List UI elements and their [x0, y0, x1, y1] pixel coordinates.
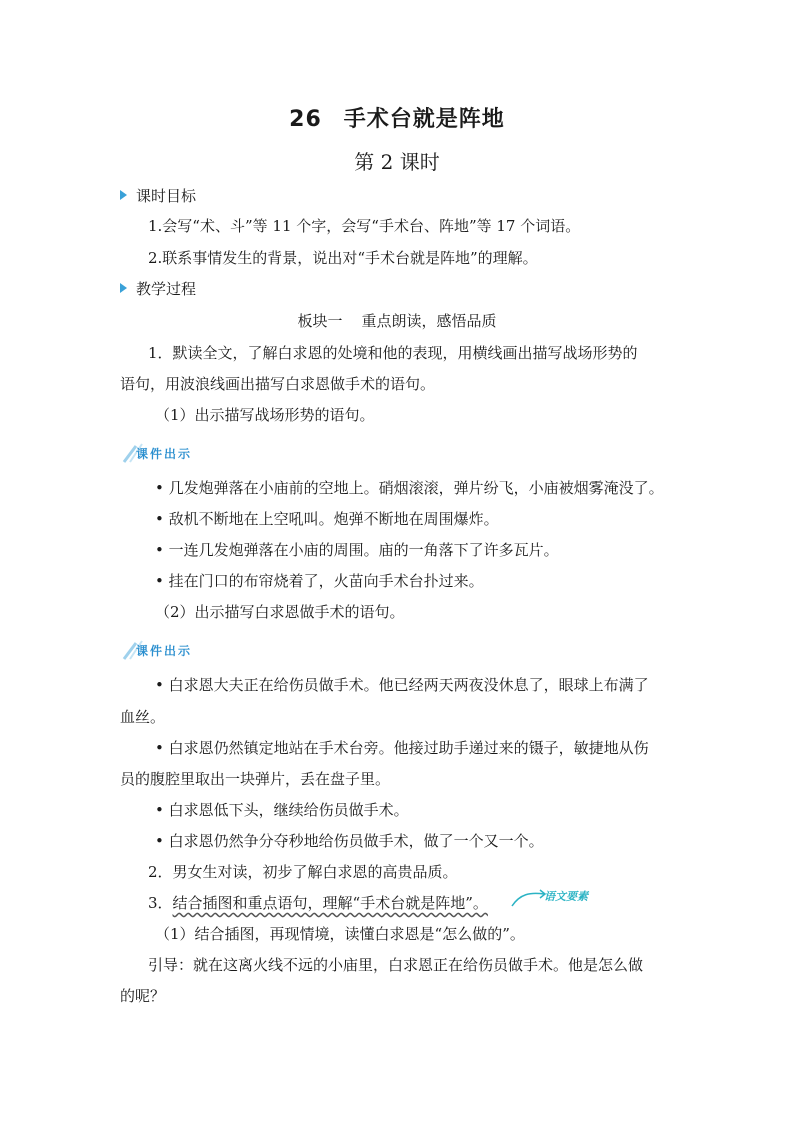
step3-line: 3．结合插图和重点语句，理解“手术台就是阵地”。 — [148, 894, 488, 912]
surgery-sentence: • 白求恩仍然镇定地站在手术台旁。他接过助手递过来的镊子，敏捷地从伤 — [155, 739, 649, 757]
triangle-bullet-icon — [120, 190, 127, 200]
battle-sentence: • 挂在门口的布帘烧着了，火苗向手术台扑过来。 — [155, 572, 484, 590]
sub-step: （1）出示描写战场形势的语句。 — [155, 406, 375, 424]
surgery-sentence: 员的腹腔里取出一块弹片，丢在盘子里。 — [120, 770, 391, 788]
courseware-tag: 课件出示 — [122, 440, 222, 464]
step1-line: 语句，用波浪线画出描写白求恩做手术的语句。 — [120, 375, 436, 393]
lesson-title: 26 手术台就是阵地 — [289, 107, 505, 132]
battle-sentence: • 几发炮弹落在小庙前的空地上。硝烟滚滚，弹片纷飞，小庙被烟雾淹没了。 — [155, 479, 664, 497]
objective-item: 2.联系事情发生的背景，说出对“手术台就是阵地”的理解。 — [148, 249, 538, 267]
sub-step: （2）出示描写白求恩做手术的语句。 — [155, 603, 405, 621]
sub-step: （1）结合插图，再现情境，读懂白求恩是“怎么做的”。 — [155, 925, 525, 943]
objective-item: 1.会写“术、斗”等 11 个字，会写“手术台、阵地”等 17 个词语。 — [148, 217, 581, 235]
guide-line: 的呢？ — [120, 987, 166, 1005]
guide-line: 引导：就在这离火线不远的小庙里，白求恩正在给伤员做手术。他是怎么做 — [148, 956, 644, 974]
step1-line: 1．默读全文，了解白求恩的处境和他的表现，用横线画出描写战场形势的 — [148, 344, 638, 362]
surgery-sentence: • 白求恩低下头，继续给伤员做手术。 — [155, 801, 409, 819]
surgery-sentence: • 白求恩仍然争分夺秒地给伤员做手术，做了一个又一个。 — [155, 832, 544, 850]
objectives-heading: 课时目标 — [120, 186, 196, 206]
battle-sentence: • 一连几发炮弹落在小庙的周围。庙的一角落下了许多瓦片。 — [155, 541, 559, 559]
battle-sentence: • 敌机不断地在上空吼叫。炮弹不断地在周围爆炸。 — [155, 510, 499, 528]
process-heading: 教学过程 — [120, 279, 196, 299]
block-title: 板块一 重点朗读，感悟品质 — [297, 312, 497, 330]
language-element-note: 语文要素 — [510, 884, 610, 912]
surgery-sentence: 血丝。 — [120, 708, 166, 726]
surgery-sentence: • 白求恩大夫正在给伤员做手术。他已经两天两夜没休息了，眼球上布满了 — [155, 676, 649, 694]
courseware-tag: 课件出示 — [122, 637, 222, 661]
lesson-period: 第 2 课时 — [354, 150, 440, 174]
step2-line: 2．男女生对读，初步了解白求恩的高贵品质。 — [148, 863, 458, 881]
triangle-bullet-icon — [120, 283, 127, 293]
